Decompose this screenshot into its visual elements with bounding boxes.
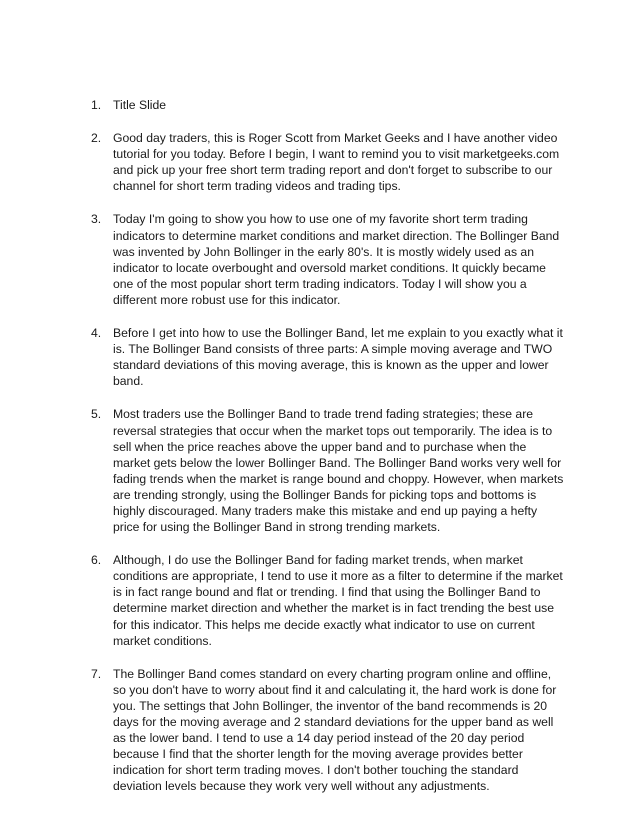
list-item-6 [91, 552, 565, 649]
list-item-number: 3. [91, 212, 102, 227]
list-item-text: The Bollinger Band comes standard on every charting program online and offline, so you don't have to worry about find it and calculating it, the hard work is done for you. The settings that John Bollinger, the inventor of the band recommends is 20 days for the moving average and 2 standard deviations for the upper band as well as the lower band. I tend to use a 14 day period instead of the 20 day period because I find that the shorter length for the moving average provides better indication for short term trading moves. I don't bother touching the standard deviation levels because they work very well without any adjustments. [113, 666, 557, 794]
list-item-number: 1. [91, 98, 102, 112]
list-item-1 [91, 97, 565, 113]
list-item-3 [91, 211, 565, 308]
list-item-5 [91, 406, 565, 535]
list-item-7 [91, 666, 565, 795]
list-item-2 [91, 130, 565, 194]
list-item-number: 7. [91, 666, 102, 681]
list-item-number: 6. [91, 553, 102, 568]
list-item-4 [91, 325, 565, 389]
list-item-text: Good day traders, this is Roger Scott from Market Geeks and I have another video tutorial for you today. Before I begin, I want to remind you to visit marketgeeks.com and pick up your free short term trading report and don't forget to subscribe to our channel for short term trading videos and trading tips. [113, 131, 560, 194]
list-item-text: Today I'm going to show you how to use one of my favorite short term trading indicators to determine market conditions and market direction. The Bollinger Band was invented by John Bollinger in the early 80's. It is mostly widely used as an indicator to locate overbought and oversold market conditions. It quickly became one of the most popular short term trading indicators. Today I will show you a different more robust use for this indicator. [113, 212, 560, 307]
list-item-text: Title Slide [113, 98, 167, 112]
list-item-number: 4. [91, 326, 102, 341]
list-item-text: Most traders use the Bollinger Band to trade trend fading strategies; these are reversal strategies that occur when the market tops out temporarily. The idea is to sell when the price reaches above the upper band and to purchase when the market gets below the lower Bollinger Band. The Bollinger Band works very well for fading trends when the market is range bound and choppy. However, when markets are trending strongly, using the Bollinger Bands for picking tops and bottoms is highly discouraged. Many traders make this mistake and end up paying a hefty price for using the Bollinger Band in strong trending markets. [113, 407, 564, 535]
list-item-text: Before I get into how to use the Bollinger Band, let me explain to you exactly what it is. The Bollinger Band consists of three parts: A simple moving average and TWO standard deviations of this moving average, this is known as the upper and lower band. [113, 326, 563, 389]
list-item-number: 2. [91, 131, 102, 146]
numbered-script-list [91, 97, 565, 811]
list-item-text: Although, I do use the Bollinger Band for fading market trends, when market conditions are appropriate, I tend to use it more as a filter to determine if the market is in fact range bound and flat or trending. I find that using the Bollinger Band to determine market direction and whether the market is in fact trending the best use for this indicator. This helps me decide exactly what indicator to use on current market conditions. [113, 553, 563, 648]
list-item-number: 5. [91, 407, 102, 422]
